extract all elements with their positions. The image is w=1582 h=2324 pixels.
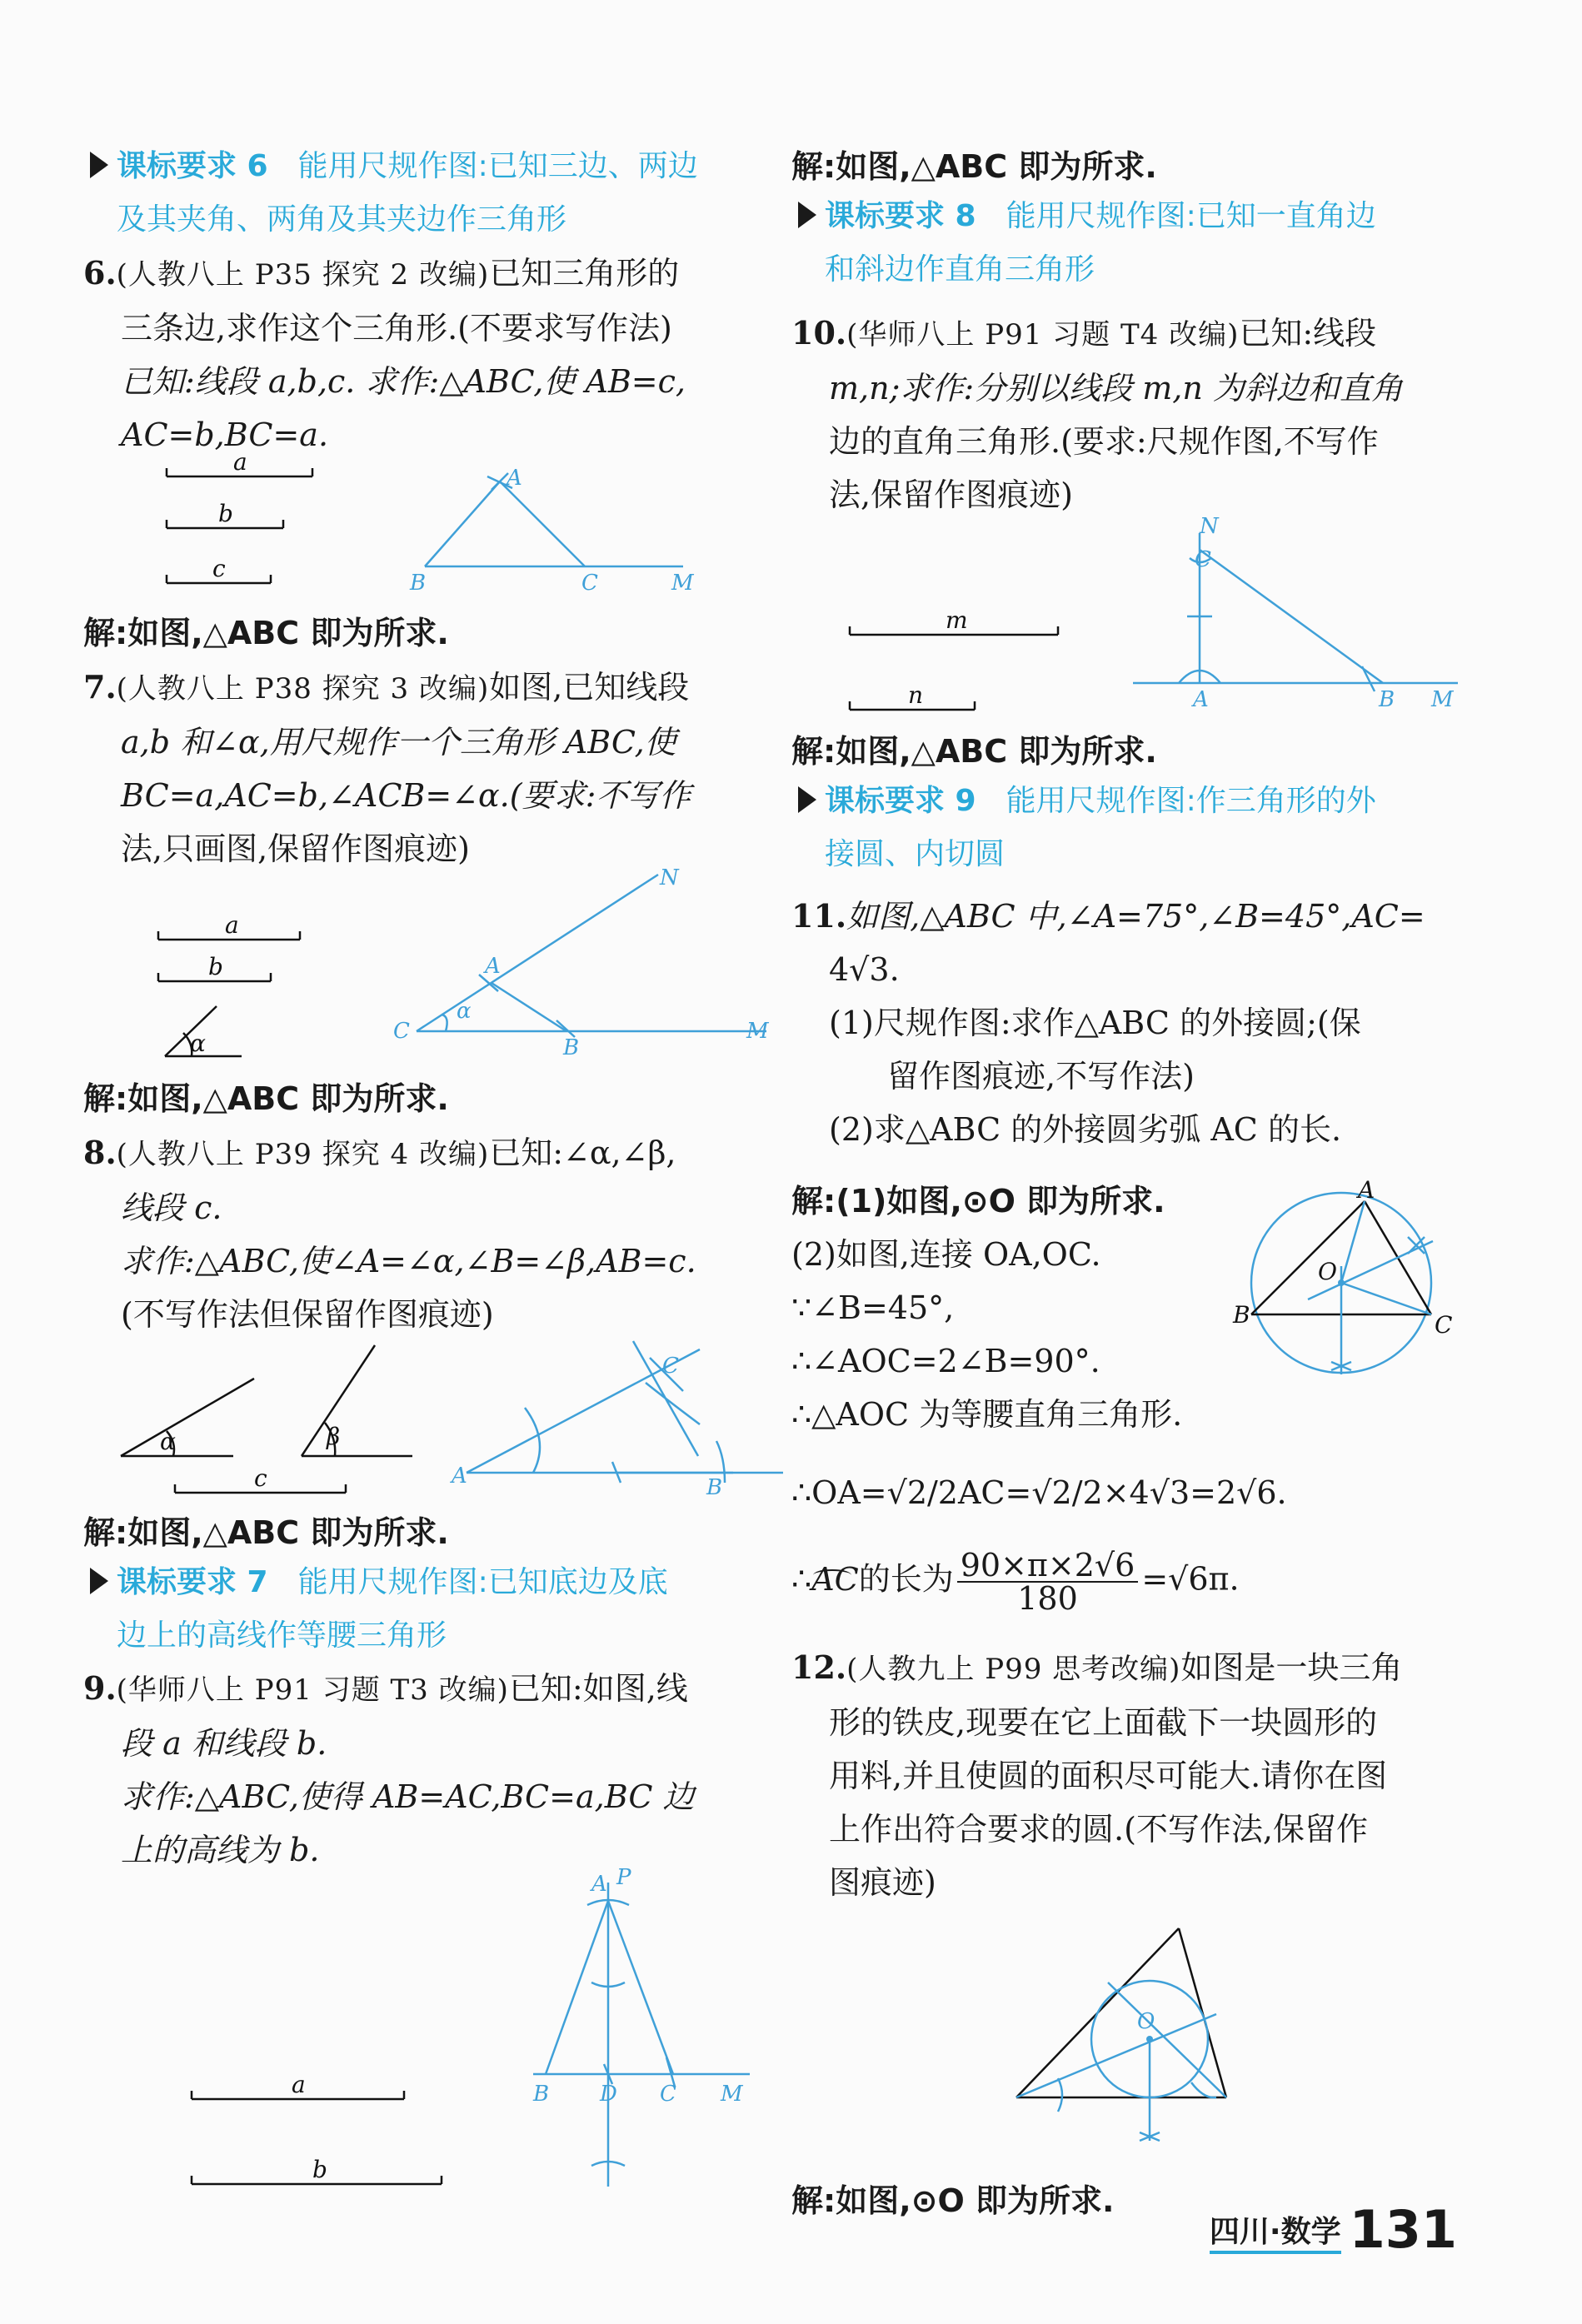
triangle-construction: [1133, 514, 1458, 712]
question-number: 10.: [791, 314, 847, 352]
question-12: [791, 1641, 1466, 1909]
triangle-construction: [450, 1341, 783, 1500]
triangle-construction: [532, 1865, 750, 2187]
solution-line: ∵∠B=45°,: [791, 1289, 955, 1326]
question-10: [791, 307, 1466, 521]
question-text: 法,只画图,保留作图痕迹): [121, 830, 470, 867]
question-text: 边的直角三角形.(要求:尺规作图,不写作: [829, 423, 1379, 460]
question-7: [83, 661, 750, 875]
arc-ac: [811, 1561, 859, 1598]
triangle-construction: [393, 865, 770, 1060]
point-label: M: [1431, 687, 1454, 712]
question-text: 上的高线为 b.: [121, 1832, 320, 1868]
segment-a: [192, 2071, 404, 2099]
solution-line: ∴OA=√2/2AC=√2/2×4√3=2√6.: [791, 1474, 1287, 1511]
point-label: C: [581, 571, 598, 596]
question-text: 图痕迹): [829, 1864, 936, 1901]
answer-q7: [83, 1072, 750, 1125]
segment-label: c: [212, 555, 226, 582]
question-number: 11.: [791, 897, 847, 935]
standard-title: 能用尺规作图:作三角形的外: [1006, 784, 1376, 818]
angle-beta: [302, 1345, 412, 1456]
question-text: 线段 c.: [121, 1189, 222, 1226]
segment-label: m: [946, 606, 968, 634]
question-source: (人教九上 P99 思考改编): [846, 1653, 1181, 1686]
point-label: B: [1233, 1301, 1250, 1329]
arrow-icon: [798, 786, 816, 813]
question-text: 已知:∠α,∠β,: [489, 1135, 676, 1171]
question-source: (人教八上 P39 探究 4 改编): [116, 1138, 490, 1171]
question-text: 上作出符合要求的圆.(不写作法,保留作: [829, 1811, 1368, 1848]
figure-q9: [175, 1866, 775, 2199]
arc-symbol: [813, 1569, 851, 1581]
therefore-symbol: ∴: [791, 1560, 812, 1598]
segment-label: b: [312, 2156, 327, 2183]
question-number: 8.: [83, 1134, 117, 1171]
question-text: a,b 和∠α,用尺规作一个三角形 ABC,使: [121, 724, 676, 761]
subject-label: 四川·数学: [1210, 2215, 1341, 2254]
standard-title-cont: 边上的高线作等腰三角形: [117, 1618, 447, 1653]
standard-title: 能用尺规作图:已知底边及底: [297, 1565, 668, 1599]
figure-q7: [150, 866, 783, 1066]
question-6: [83, 247, 750, 461]
standard-8-header: [791, 190, 1466, 297]
segment-label: c: [254, 1464, 267, 1492]
solution-text: 的长为: [858, 1560, 954, 1598]
fraction-numerator: 90×π×2√6: [957, 1549, 1139, 1583]
question-text: 形的铁皮,现要在它上面截下一块圆形的: [829, 1704, 1378, 1741]
point-label: M: [721, 2082, 743, 2107]
question-text: AC=b,BC=a.: [121, 416, 329, 453]
point-label: C: [393, 1019, 410, 1044]
figure-q10: [841, 516, 1475, 716]
standard-title-cont: 和斜边作直角三角形: [825, 252, 1095, 287]
standard-tag: 课标要求 8: [825, 199, 976, 233]
segment-c: [167, 555, 271, 583]
question-source: (华师八上 P91 习题 T4 改编): [846, 318, 1240, 352]
question-text: (不写作法但保留作图痕迹): [121, 1296, 494, 1333]
point-label: A: [452, 1464, 467, 1489]
segment-b: [158, 953, 271, 981]
standard-tag: 课标要求 9: [825, 784, 976, 818]
standard-title-cont: 及其夹角、两角及其夹边作三角形: [117, 202, 567, 237]
solution-line: (2)如图,连接 OA,OC.: [791, 1236, 1101, 1273]
question-text: 已知:线段 a,b,c. 求作:△ABC,使 AB=c,: [121, 363, 686, 400]
figure-q8: [117, 1333, 800, 1508]
point-label: M: [746, 1019, 769, 1044]
question-text: 已知:线段: [1239, 315, 1377, 352]
segment-label: b: [208, 953, 223, 980]
question-number: 7.: [83, 668, 117, 706]
standard-7-header: [83, 1556, 750, 1663]
question-source: (人教八上 P35 探究 2 改编): [116, 258, 490, 292]
point-label: B: [563, 1035, 580, 1060]
point-label: A: [1358, 1176, 1375, 1204]
solution-q11: [791, 1174, 1225, 1441]
point-label: B: [706, 1475, 723, 1500]
point-label: P: [616, 1865, 631, 1890]
incircle-construction: [1016, 1928, 1226, 2141]
solution-line: ∴△AOC 为等腰直角三角形.: [791, 1396, 1183, 1433]
figure-q12: [1008, 1916, 1275, 2157]
segment-m: [850, 606, 1058, 635]
point-label: A: [485, 954, 501, 979]
solution-line: 解:(1)如图,⊙O 即为所求.: [791, 1183, 1165, 1219]
answer-text: 解:如图,△ABC 即为所求.: [791, 733, 1157, 770]
answer-text: 解:如图,△ABC 即为所求.: [791, 148, 1157, 185]
arrow-icon: [798, 202, 816, 228]
point-label: B: [533, 2082, 550, 2107]
question-text: 已知三角形的: [489, 255, 680, 292]
point-label: O: [1137, 2009, 1155, 2034]
point-label: O: [1318, 1258, 1337, 1285]
standard-title: 能用尺规作图:已知三边、两边: [297, 149, 698, 183]
question-text: 法,保留作图痕迹): [829, 476, 1073, 513]
point-label: C: [1435, 1311, 1453, 1339]
angle-label: β: [327, 1423, 341, 1450]
question-8: [83, 1126, 750, 1341]
point-label: C: [662, 1354, 679, 1379]
point-label: A: [1193, 687, 1209, 712]
point-label: A: [591, 1872, 607, 1897]
segment-n: [850, 681, 975, 710]
question-text: BC=a,AC=b,∠ACB=∠α.(要求:不写作: [121, 777, 691, 814]
question-part: (2)求△ABC 的外接圆劣弧 AC 的长.: [829, 1111, 1342, 1148]
question-text: 如图,已知线段: [489, 669, 690, 706]
angle-alpha: [121, 1379, 254, 1456]
answer-text: 解:如图,△ABC 即为所求.: [83, 615, 449, 651]
circumcircle-construction: [1232, 1176, 1452, 1374]
segment-c: [175, 1464, 346, 1493]
segment-label: a: [225, 911, 239, 939]
standard-tag: 课标要求 7: [117, 1565, 268, 1599]
segment-label: a: [233, 448, 247, 476]
solution-q11-oa: [791, 1466, 1466, 1519]
answer-q10: [791, 725, 1466, 778]
question-number: 6.: [83, 254, 117, 292]
arc-label: AC: [811, 1560, 859, 1598]
standard-6-header: [83, 140, 750, 247]
question-text: 段 a 和线段 b.: [121, 1725, 327, 1762]
fraction: [957, 1547, 1139, 1617]
answer-q9: [791, 140, 1466, 193]
question-text: 三条边,求作这个三角形.(不要求写作法): [121, 310, 672, 347]
point-label: N: [660, 865, 679, 890]
angle-label: α: [160, 1428, 176, 1455]
question-11: [791, 890, 1466, 1156]
question-text: 4√3.: [829, 951, 900, 988]
angle-alpha: [165, 1006, 242, 1057]
question-number: 12.: [791, 1648, 847, 1686]
point-label: A: [507, 466, 522, 491]
standard-tag: 课标要求 6: [117, 149, 268, 183]
triangle-construction: [409, 466, 695, 596]
solution-q11-arc: [791, 1549, 1466, 1616]
question-source: (华师八上 P91 习题 T3 改编): [116, 1673, 509, 1707]
segment-a: [167, 448, 312, 476]
question-text: 求作:△ABC,使∠A=∠α,∠B=∠β,AB=c.: [121, 1243, 696, 1279]
standard-title: 能用尺规作图:已知一直角边: [1006, 199, 1376, 233]
point-label: C: [660, 2082, 676, 2107]
point-label: M: [671, 571, 694, 596]
point-label: N: [1200, 514, 1219, 539]
solution-text: =√6π.: [1141, 1560, 1240, 1598]
point-label: D: [600, 2082, 617, 2107]
point-label: C: [1195, 547, 1211, 572]
question-text: 求作:△ABC,使得 AB=AC,BC=a,BC 边: [121, 1778, 695, 1815]
question-text: m,n;求作:分别以线段 m,n 为斜边和直角: [829, 370, 1403, 406]
answer-text: 解:如图,△ABC 即为所求.: [83, 1514, 449, 1551]
figure-q11: [1233, 1174, 1458, 1383]
page-footer: [1210, 2199, 1457, 2260]
solution-line: ∴∠AOC=2∠B=90°.: [791, 1343, 1100, 1379]
question-9: [83, 1662, 750, 1877]
answer-text: 解:如图,△ABC 即为所求.: [83, 1080, 449, 1117]
question-text: 已知:如图,线: [508, 1670, 688, 1707]
question-text: 如图,△ABC 中,∠A=75°,∠B=45°,AC=: [846, 898, 1425, 935]
arrow-icon: [90, 1568, 108, 1594]
question-text: 用料,并且使圆的面积尽可能大.请你在图: [829, 1758, 1388, 1794]
answer-q6: [83, 606, 750, 660]
fraction-denominator: 180: [1017, 1580, 1078, 1617]
segment-b: [167, 500, 283, 528]
point-label: B: [1379, 687, 1395, 712]
angle-label: α: [190, 1030, 206, 1057]
segment-label: n: [908, 681, 924, 709]
arrow-icon: [90, 152, 108, 178]
figure-q6: [158, 450, 775, 600]
question-part: (1)尺规作图:求作△ABC 的外接圆;(保: [829, 1005, 1361, 1041]
segment-b: [192, 2156, 442, 2184]
segment-label: b: [218, 500, 233, 527]
answer-text: 解:如图,⊙O 即为所求.: [791, 2182, 1115, 2219]
segment-label: a: [292, 2071, 306, 2098]
question-part: 留作图痕迹,不写作法): [887, 1058, 1195, 1095]
angle-label: α: [457, 999, 472, 1024]
point-label: B: [410, 571, 427, 596]
question-text: 如图是一块三角: [1180, 1649, 1403, 1686]
question-source: (人教八上 P38 探究 3 改编): [116, 672, 490, 706]
segment-a: [158, 911, 300, 940]
standard-title-cont: 接圆、内切圆: [825, 837, 1006, 871]
standard-9-header: [791, 775, 1466, 881]
page-number: 131: [1349, 2199, 1457, 2260]
answer-q8: [83, 1506, 750, 1559]
question-number: 9.: [83, 1669, 117, 1707]
